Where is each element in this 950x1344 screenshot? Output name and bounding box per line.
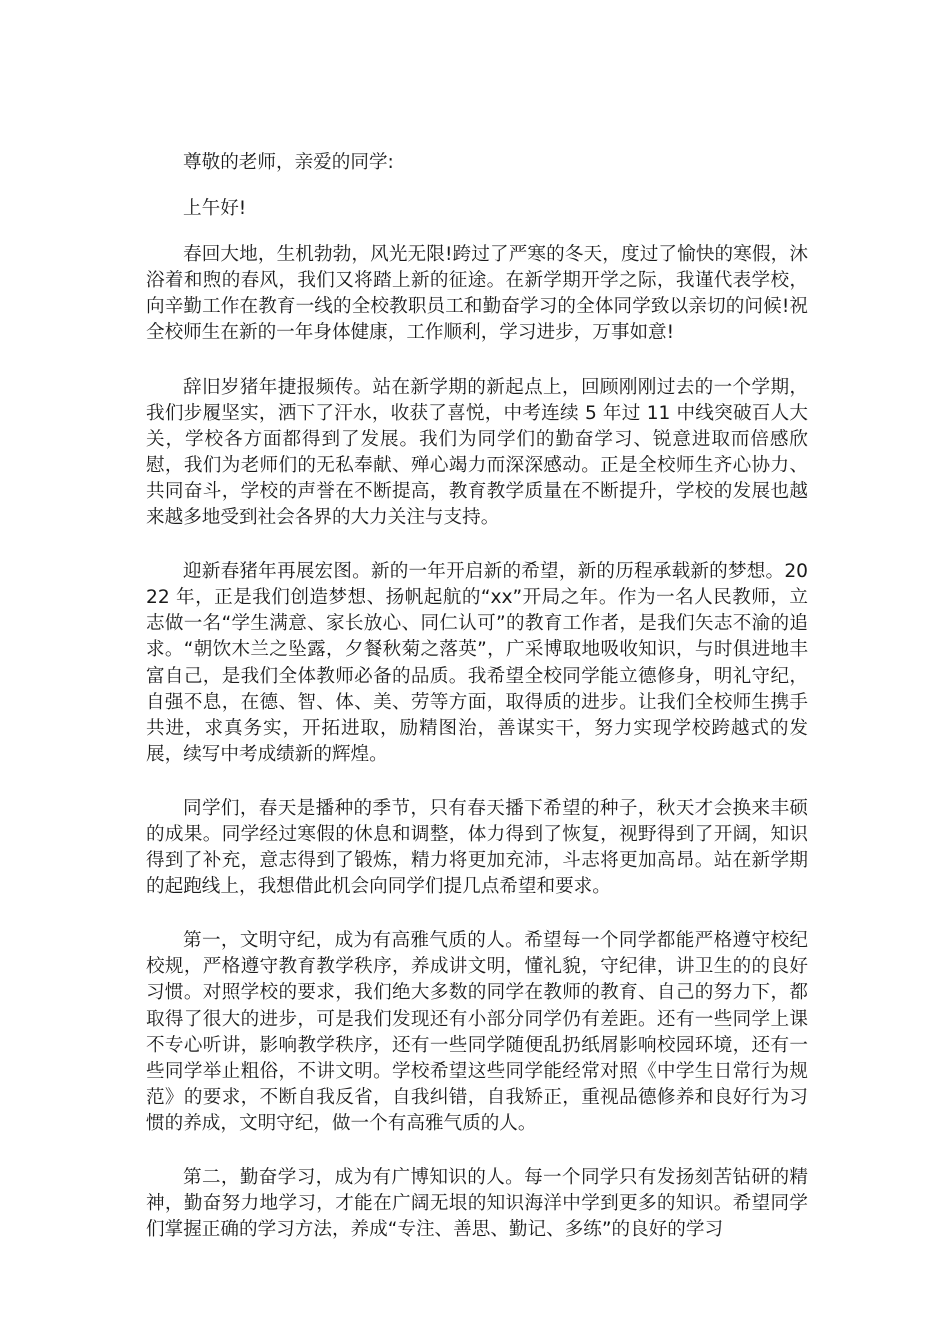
greeting: 上午好! [183, 198, 247, 220]
paragraph-6: 第二，勤奋学习，成为有广博知识的人。每一个同学只有发扬刻苦钻研的精神，勤奋努力地学习，才能在广阔无垠的知识海洋中学到更多的知识。希望同学们掌握正确的学习方法，养成“专注、善思、勤记、多练”的良好的学习 [146, 1167, 808, 1241]
paragraph-5: 第一，文明守纪，成为有高雅气质的人。希望每一个同学都能严格遵守校纪校规，严格遵守教育教学秩序，养成讲文明，懂礼貌，守纪律，讲卫生的的良好习惯。对照学校的要求，我们绝大多数的同学在教师的教育、自己的努力下，都取得了很大的进步，可是我们发现还有小部分同学仍有差距。还有一些同学上课不专心听讲，影响教学秩序，还有一些同学随便乱扔纸屑影响校园环境，还有一些同学举止粗俗，不讲文明。学校希望这些同学能经常对照《中学生日常行为规范》的要求，不断自我反省，自我纠错，自我矫正，重视品德修养和良好行为习惯的养成，文明守纪，做一个有高雅气质的人。 [146, 930, 808, 1134]
paragraph-4: 同学们，春天是播种的季节，只有春天播下希望的种子，秋天才会换来丰硕的成果。同学经过寒假的休息和调整，体力得到了恢复，视野得到了开阔，知识得到了补充，意志得到了锻炼，精力将更加充沛，斗志将更加高昂。站在新学期的起跑线上，我想借此机会向同学们提几点希望和要求。 [146, 797, 808, 898]
document-body [146, 150, 808, 1271]
salutation: 尊敬的老师，亲爱的同学: [183, 152, 394, 173]
paragraph-2: 辞旧岁猪年捷报频传。站在新学期的新起点上，回顾刚刚过去的一个学期，我们步履坚实，洒下了汗水，收获了喜悦，中考连续 5 年过 11 中线突破百人大关，学校各方面都得到了发展。我们为同学们的勤奋学习、锐意进取而倍感欣慰，我们为老师们的无私奉献、殚心竭力而深深感动。正是全校师生齐心协力、共同奋斗，学校的声誉在不断提高，教育教学质量在不断提升，学校的发展也越来越多地受到社会各界的大力关注与支持。 [146, 376, 808, 529]
paragraph-3: 迎新春猪年再展宏图。新的一年开启新的希望，新的历程承载新的梦想。2022 年，正是我们创造梦想、扬帆起航的“xx”开局之年。作为一名人民教师，立志做一名“学生满意、家长放心、同仁认可”的教育工作者，是我们矢志不渝的追求。“朝饮木兰之坠露，夕餐秋菊之落英”，广采博取地吸收知识，与时俱进地丰富自己，是我们全体教师必备的品质。我希望全校同学能立德修身，明礼守纪，自强不息，在德、智、体、美、劳等方面，取得质的进步。让我们全校师生携手共进，求真务实，开拓进取，励精图治，善谋实干，努力实现学校跨越式的发展，续写中考成绩新的辉煌。 [146, 561, 808, 765]
paragraph-1: 春回大地，生机勃勃，风光无限!跨过了严寒的冬天，度过了愉快的寒假，沐浴着和煦的春风，我们又将踏上新的征途。在新学期开学之际，我谨代表学校，向辛勤工作在教育一线的全校教职员工和勤奋学习的全体同学致以亲切的问候!祝全校师生在新的一年身体健康，工作顺利，学习进步，万事如意! [146, 244, 808, 344]
